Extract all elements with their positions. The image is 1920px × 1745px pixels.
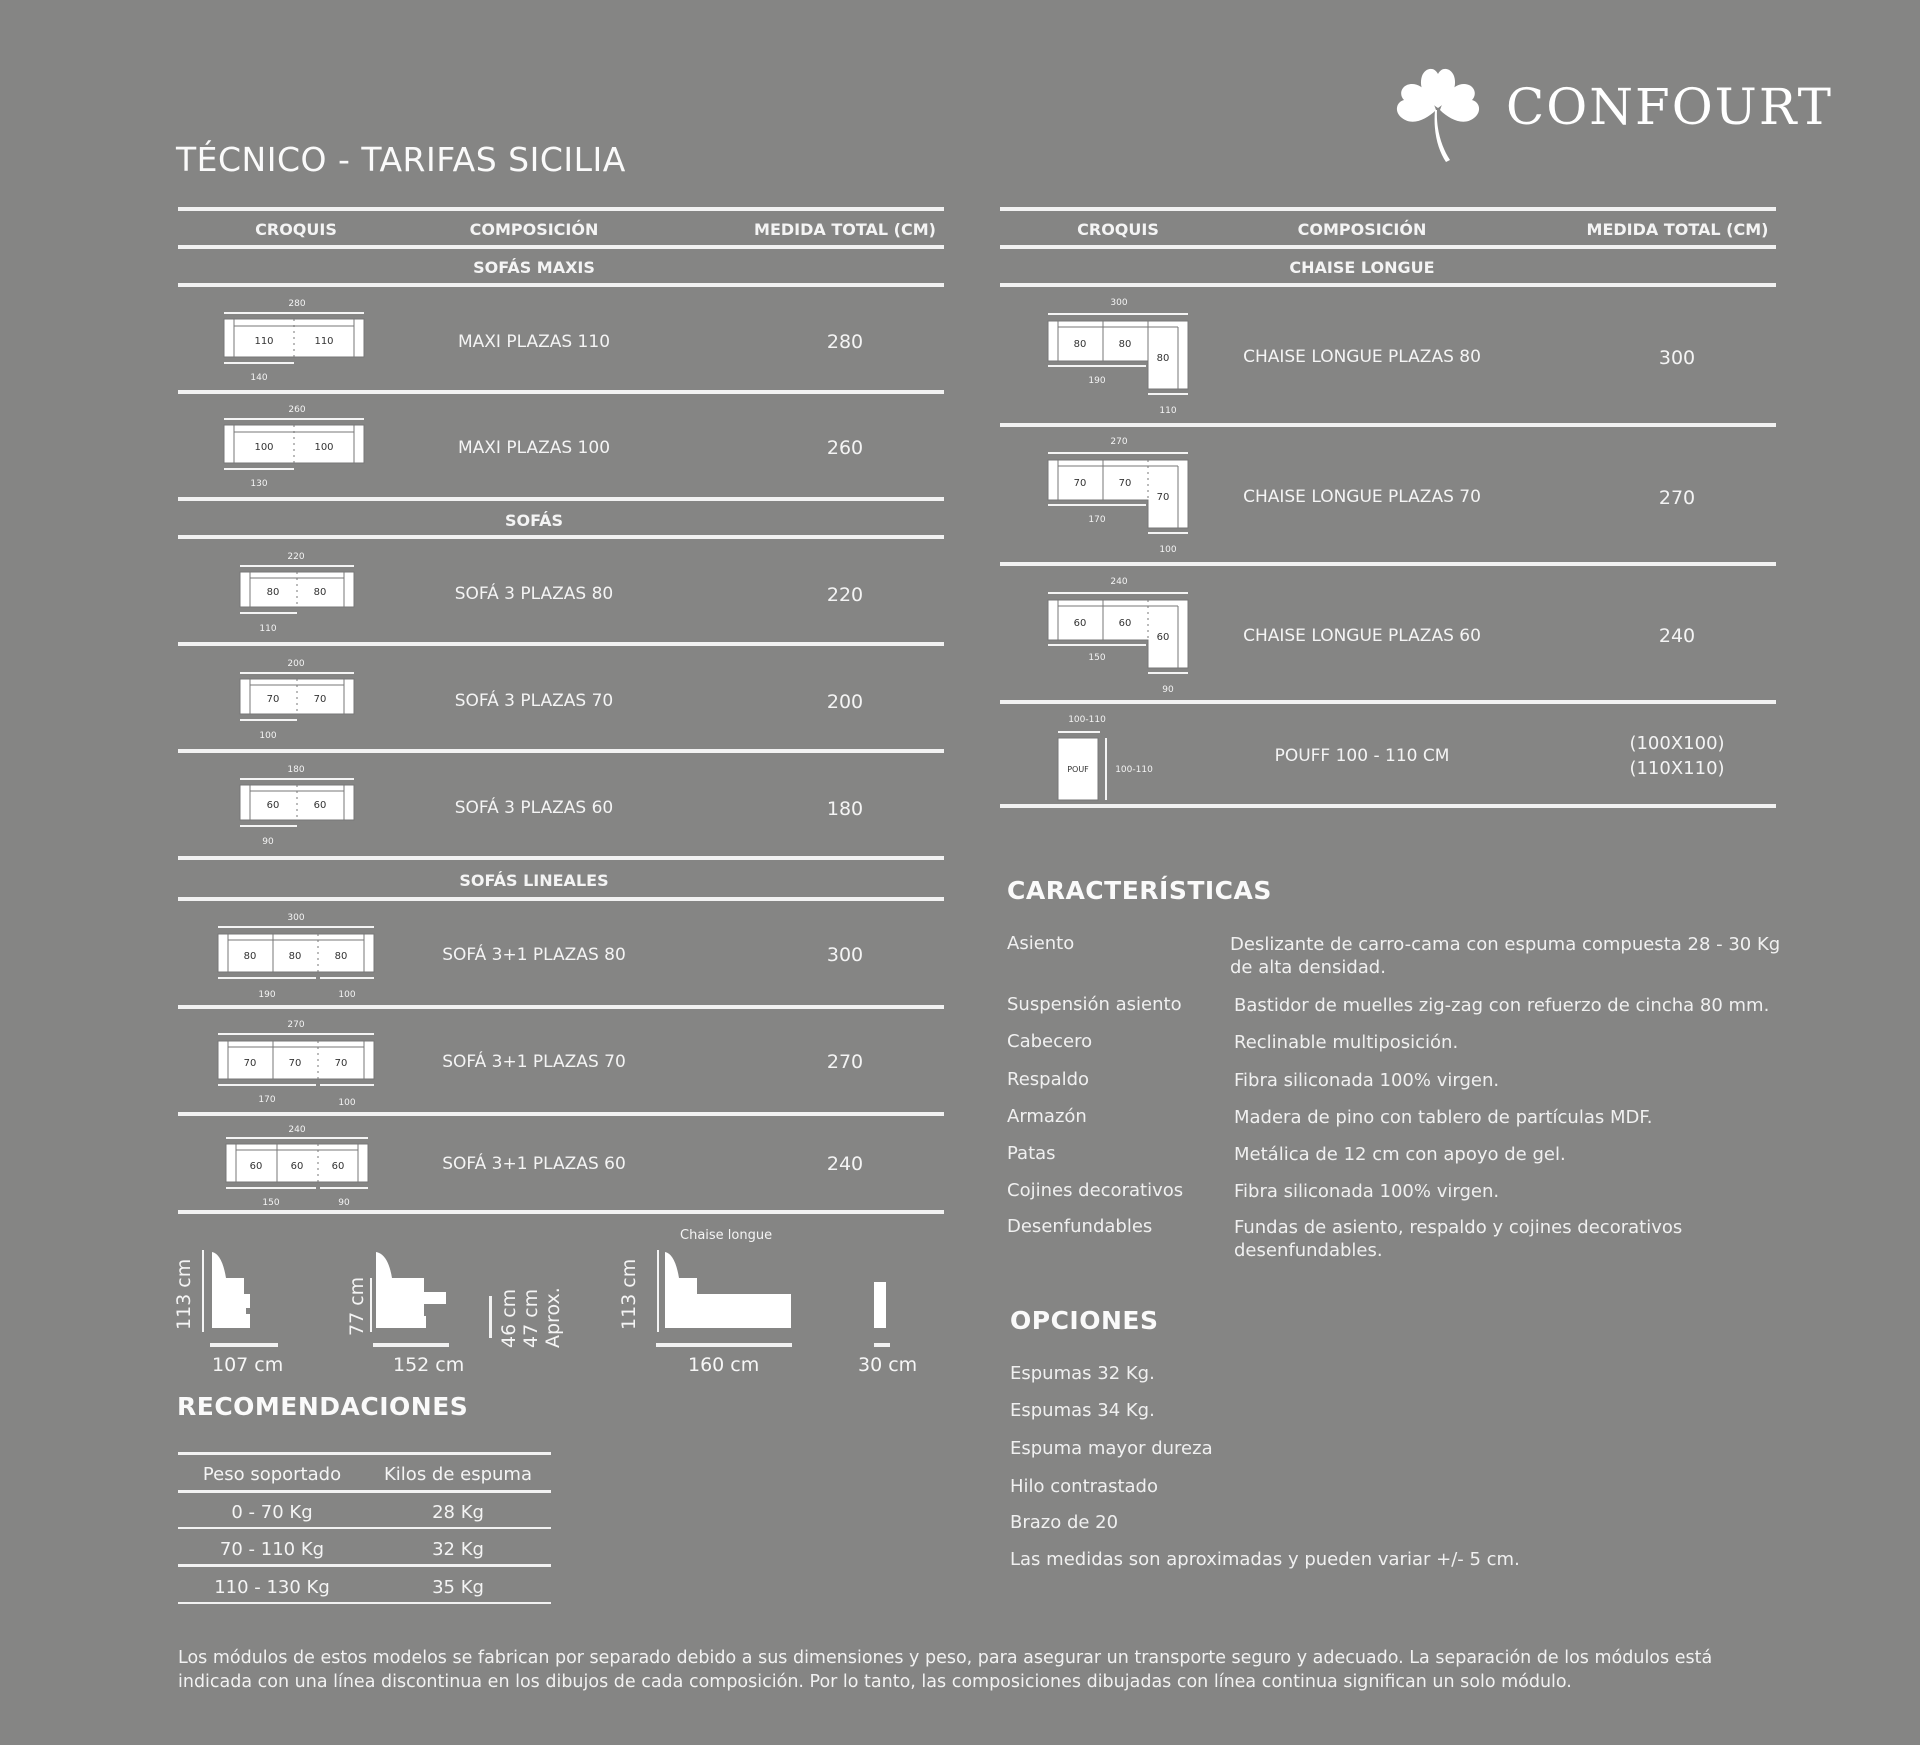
table-rule bbox=[1000, 283, 1776, 287]
sketch-top-dim: 260 bbox=[288, 405, 306, 415]
table-rule bbox=[178, 207, 944, 211]
section-title: SOFÁS bbox=[504, 511, 564, 530]
feature-text: Metálica de 12 cm con apoyo de gel. bbox=[1234, 1144, 1566, 1165]
composition-name: CHAISE LONGUE PLAZAS 60 bbox=[1243, 626, 1481, 646]
total-size: 270 bbox=[826, 1051, 864, 1073]
sketch-bottom-dim: 140 bbox=[250, 373, 268, 383]
option-item: Las medidas son aproximadas y pueden variar +/- 5 cm. bbox=[1010, 1549, 1520, 1570]
section-heading: CARACTERÍSTICAS bbox=[1007, 876, 1272, 905]
table-rule bbox=[178, 749, 944, 753]
composition-name: SOFÁ 3+1 PLAZAS 60 bbox=[442, 1154, 626, 1174]
footer-note: Los módulos de estos modelos se fabrican por separado debido a sus dimensiones y peso, para asegurar un transporte seguro y adecuado. La separación de los módulos está indicada con una línea discontinua en los dibujos de cada composición. Por lo tanto, las composiciones dibujadas con línea continua significan un solo módulo. bbox=[178, 1648, 1713, 1692]
total-size: (110X110) bbox=[1629, 758, 1725, 779]
sketch-top-dim: 270 bbox=[287, 1020, 305, 1030]
sketch-bottom-dim: 190 bbox=[1088, 376, 1106, 386]
sketch-seat: 60 bbox=[1156, 632, 1170, 643]
table-rule bbox=[178, 1210, 944, 1214]
sketch-bottom-dim: 170 bbox=[1088, 515, 1106, 525]
feature-text: Reclinable multiposición. bbox=[1234, 1032, 1459, 1053]
peso-cell: 0 - 70 Kg bbox=[231, 1502, 313, 1523]
chaise-sketch bbox=[1044, 572, 1194, 700]
profile-width: 30 cm bbox=[858, 1354, 918, 1376]
table-rule bbox=[1000, 562, 1776, 566]
option-item: Espuma mayor dureza bbox=[1010, 1438, 1213, 1459]
sofa-sketch bbox=[222, 402, 372, 494]
sofa-sketch bbox=[222, 296, 372, 388]
chaise-profile-label: Chaise longue bbox=[680, 1228, 773, 1243]
sketch-seat: 80 bbox=[266, 587, 280, 598]
sofabed-profile-icon bbox=[368, 1248, 478, 1338]
section-title: CHAISE LONGUE bbox=[1289, 258, 1435, 277]
sketch-seat: 70 bbox=[1156, 492, 1170, 503]
chaise-sketch bbox=[1044, 293, 1194, 421]
sofa-sketch bbox=[222, 1122, 372, 1212]
column-header-composicion: COMPOSICIÓN bbox=[1297, 220, 1427, 239]
sketch-bottom-dim: 100 bbox=[1159, 545, 1177, 555]
sketch-seat: 70 bbox=[266, 694, 280, 705]
sofa-sketch bbox=[214, 1017, 384, 1111]
total-size: 240 bbox=[1658, 625, 1696, 647]
total-size: 270 bbox=[1658, 487, 1696, 509]
feature-label: Asiento bbox=[1007, 933, 1075, 954]
sketch-top-dim: 300 bbox=[287, 913, 305, 923]
table-rule bbox=[1000, 804, 1776, 808]
feature-text: Fibra siliconada 100% virgen. bbox=[1234, 1070, 1500, 1091]
brand-logo bbox=[1388, 60, 1833, 170]
total-size: 240 bbox=[826, 1153, 864, 1175]
table-rule bbox=[178, 642, 944, 646]
table-rule bbox=[178, 1112, 944, 1116]
feature-label: Armazón bbox=[1007, 1106, 1087, 1127]
sketch-seat: 110 bbox=[314, 336, 334, 347]
sketch-top-dim: 280 bbox=[288, 299, 306, 309]
column-header-medida: MEDIDA TOTAL (CM) bbox=[1586, 220, 1769, 239]
sofa-sketch bbox=[236, 549, 366, 641]
total-size: 180 bbox=[826, 798, 864, 820]
composition-name: SOFÁ 3 PLAZAS 70 bbox=[454, 691, 614, 711]
sketch-seat: 60 bbox=[1073, 618, 1087, 629]
profile-width: 107 cm bbox=[212, 1354, 284, 1376]
espuma-cell: 28 Kg bbox=[432, 1502, 484, 1523]
arm-profile-icon bbox=[870, 1280, 890, 1340]
table-rule bbox=[178, 535, 944, 539]
sketch-bottom-dim: 150 bbox=[262, 1198, 280, 1208]
sketch-top-dim: 240 bbox=[288, 1125, 306, 1135]
profile-extra: Aprox. bbox=[542, 1287, 564, 1348]
composition-name: CHAISE LONGUE PLAZAS 80 bbox=[1243, 347, 1481, 367]
dimension-line bbox=[874, 1343, 890, 1347]
option-item: Espumas 34 Kg. bbox=[1010, 1400, 1155, 1421]
composition-name: SOFÁ 3+1 PLAZAS 80 bbox=[442, 945, 626, 965]
total-size: 260 bbox=[826, 437, 864, 459]
sketch-top-dim: 180 bbox=[287, 765, 305, 775]
total-size: 300 bbox=[1658, 347, 1696, 369]
column-header: Kilos de espuma bbox=[384, 1464, 532, 1485]
sketch-seat: 80 bbox=[1073, 339, 1087, 350]
sketch-bottom-dim: 110 bbox=[259, 624, 277, 634]
composition-name: SOFÁ 3+1 PLAZAS 70 bbox=[442, 1052, 626, 1072]
sketch-top-dim: 270 bbox=[1110, 437, 1128, 447]
sketch-seat: 60 bbox=[266, 800, 280, 811]
table-rule bbox=[178, 1564, 551, 1567]
chaise-profile-icon bbox=[655, 1248, 795, 1338]
option-item: Brazo de 20 bbox=[1010, 1512, 1119, 1533]
sketch-bottom-dim: 90 bbox=[1162, 685, 1174, 695]
table-rule bbox=[178, 1005, 944, 1009]
section-title: SOFÁS LINEALES bbox=[459, 871, 609, 890]
composition-name: SOFÁ 3 PLAZAS 60 bbox=[454, 798, 614, 818]
sketch-bottom-dim: 150 bbox=[1088, 653, 1106, 663]
profile-extra: 46 cm bbox=[498, 1288, 520, 1348]
column-header-croquis: CROQUIS bbox=[1077, 220, 1159, 239]
dimension-line bbox=[489, 1296, 492, 1338]
table-rule bbox=[1000, 207, 1776, 211]
sketch-seat: 70 bbox=[1073, 478, 1087, 489]
total-size: 280 bbox=[826, 331, 864, 353]
total-size: (100X100) bbox=[1629, 733, 1725, 754]
total-size: 200 bbox=[826, 691, 864, 713]
table-rule bbox=[1000, 700, 1776, 704]
sketch-seat: 100 bbox=[314, 442, 334, 453]
espuma-cell: 35 Kg bbox=[432, 1577, 484, 1598]
table-rule bbox=[178, 1452, 551, 1455]
chaise-sketch bbox=[1044, 432, 1194, 560]
feature-text: Fundas de asiento, respaldo y cojines decorativos desenfundables. bbox=[1234, 1217, 1683, 1261]
option-item: Espumas 32 Kg. bbox=[1010, 1363, 1155, 1384]
pouff-sketch bbox=[1050, 710, 1180, 806]
sketch-seat: 60 bbox=[249, 1161, 263, 1172]
sketch-seat: 60 bbox=[290, 1161, 304, 1172]
total-size: 220 bbox=[826, 584, 864, 606]
sketch-bottom-dim: 100 bbox=[259, 731, 277, 741]
column-header-medida: MEDIDA TOTAL (CM) bbox=[754, 220, 936, 239]
profile-width: 160 cm bbox=[688, 1354, 760, 1376]
option-item: Hilo contrastado bbox=[1010, 1476, 1158, 1497]
sketch-top-dim: 100-110 bbox=[1068, 715, 1106, 725]
sketch-seat: 80 bbox=[243, 951, 257, 962]
feature-text: Deslizante de carro-cama con espuma compuesta 28 - 30 Kg de alta densidad. bbox=[1230, 934, 1781, 978]
sketch-seat: 70 bbox=[288, 1058, 302, 1069]
sketch-side-dim: 100-110 bbox=[1115, 765, 1153, 775]
sketch-bottom-dim: 100 bbox=[338, 990, 356, 1000]
brand-name: CONFOURT bbox=[1506, 78, 1833, 136]
sketch-seat: 80 bbox=[334, 951, 348, 962]
feature-label: Respaldo bbox=[1007, 1069, 1090, 1090]
sketch-seat: 60 bbox=[331, 1161, 345, 1172]
table-rule bbox=[1000, 423, 1776, 427]
dimension-line bbox=[656, 1343, 792, 1347]
profile-height: 113 cm bbox=[173, 1258, 195, 1330]
page-title: TÉCNICO - TARIFAS SICILIA bbox=[176, 140, 626, 179]
feature-text: Madera de pino con tablero de partículas MDF. bbox=[1234, 1107, 1653, 1128]
sketch-seat: 70 bbox=[334, 1058, 348, 1069]
sketch-pouff-label: POUF bbox=[1067, 765, 1089, 774]
composition-name: SOFÁ 3 PLAZAS 80 bbox=[454, 584, 614, 604]
sketch-bottom-dim: 100 bbox=[338, 1098, 356, 1108]
table-rule bbox=[178, 897, 944, 901]
section-heading: RECOMENDACIONES bbox=[177, 1392, 469, 1421]
profile-height: 113 cm bbox=[618, 1258, 640, 1330]
sketch-bottom-dim: 90 bbox=[262, 837, 274, 847]
shamrock-icon bbox=[1388, 60, 1488, 164]
column-header-composicion: COMPOSICIÓN bbox=[469, 220, 599, 239]
sketch-bottom-dim: 90 bbox=[338, 1198, 350, 1208]
sketch-seat: 80 bbox=[288, 951, 302, 962]
table-rule bbox=[178, 283, 944, 287]
sketch-top-dim: 220 bbox=[287, 552, 305, 562]
sketch-seat: 70 bbox=[313, 694, 327, 705]
sketch-bottom-dim: 190 bbox=[258, 990, 276, 1000]
sketch-bottom-dim: 130 bbox=[250, 479, 268, 489]
composition-name: MAXI PLAZAS 110 bbox=[457, 332, 611, 352]
table-rule bbox=[178, 245, 944, 249]
composition-name: CHAISE LONGUE PLAZAS 70 bbox=[1243, 487, 1481, 507]
column-header: Peso soportado bbox=[202, 1464, 342, 1485]
peso-cell: 70 - 110 Kg bbox=[219, 1539, 325, 1560]
column-header-croquis: CROQUIS bbox=[255, 220, 337, 239]
peso-cell: 110 - 130 Kg bbox=[214, 1577, 330, 1598]
sketch-top-dim: 240 bbox=[1110, 577, 1128, 587]
table-rule bbox=[178, 1490, 551, 1493]
sketch-seat: 60 bbox=[1118, 618, 1132, 629]
sketch-seat: 80 bbox=[313, 587, 327, 598]
sofa-sketch bbox=[236, 762, 366, 854]
sketch-seat: 110 bbox=[254, 336, 274, 347]
dimension-line bbox=[373, 1343, 449, 1347]
table-rule bbox=[178, 1527, 551, 1529]
total-size: 300 bbox=[826, 944, 864, 966]
dimension-line bbox=[210, 1343, 278, 1347]
sketch-bottom-dim: 170 bbox=[258, 1095, 276, 1105]
sketch-seat: 60 bbox=[313, 800, 327, 811]
table-rule bbox=[178, 1602, 551, 1604]
sketch-seat: 80 bbox=[1118, 339, 1132, 350]
feature-label: Suspensión asiento bbox=[1007, 994, 1182, 1015]
feature-text: Bastidor de muelles zig-zag con refuerzo de cincha 80 mm. bbox=[1234, 995, 1770, 1016]
feature-label: Cojines decorativos bbox=[1007, 1180, 1184, 1201]
espuma-cell: 32 Kg bbox=[432, 1539, 484, 1560]
section-heading: OPCIONES bbox=[1010, 1306, 1159, 1335]
sketch-seat: 80 bbox=[1156, 353, 1170, 364]
composition-name: POUFF 100 - 110 CM bbox=[1274, 746, 1450, 766]
table-rule bbox=[178, 856, 944, 860]
sofa-profile-icon bbox=[200, 1248, 290, 1338]
sketch-seat: 100 bbox=[254, 442, 274, 453]
sketch-top-dim: 300 bbox=[1110, 298, 1128, 308]
sketch-seat: 70 bbox=[1118, 478, 1132, 489]
table-rule bbox=[178, 497, 944, 501]
table-rule bbox=[1000, 245, 1776, 249]
sofa-sketch bbox=[214, 910, 384, 1004]
profile-extra: 47 cm bbox=[520, 1288, 542, 1348]
sketch-seat: 70 bbox=[243, 1058, 257, 1069]
sketch-top-dim: 200 bbox=[287, 659, 305, 669]
feature-text: Fibra siliconada 100% virgen. bbox=[1234, 1181, 1500, 1202]
profile-height: 77 cm bbox=[346, 1276, 368, 1336]
feature-label: Patas bbox=[1007, 1143, 1056, 1164]
table-rule bbox=[178, 390, 944, 394]
composition-name: MAXI PLAZAS 100 bbox=[457, 438, 611, 458]
sofa-sketch bbox=[236, 656, 366, 748]
sketch-bottom-dim: 110 bbox=[1159, 406, 1177, 416]
section-title: SOFÁS MAXIS bbox=[473, 258, 595, 277]
feature-label: Desenfundables bbox=[1007, 1216, 1153, 1237]
feature-label: Cabecero bbox=[1007, 1031, 1093, 1052]
profile-width: 152 cm bbox=[393, 1354, 465, 1376]
